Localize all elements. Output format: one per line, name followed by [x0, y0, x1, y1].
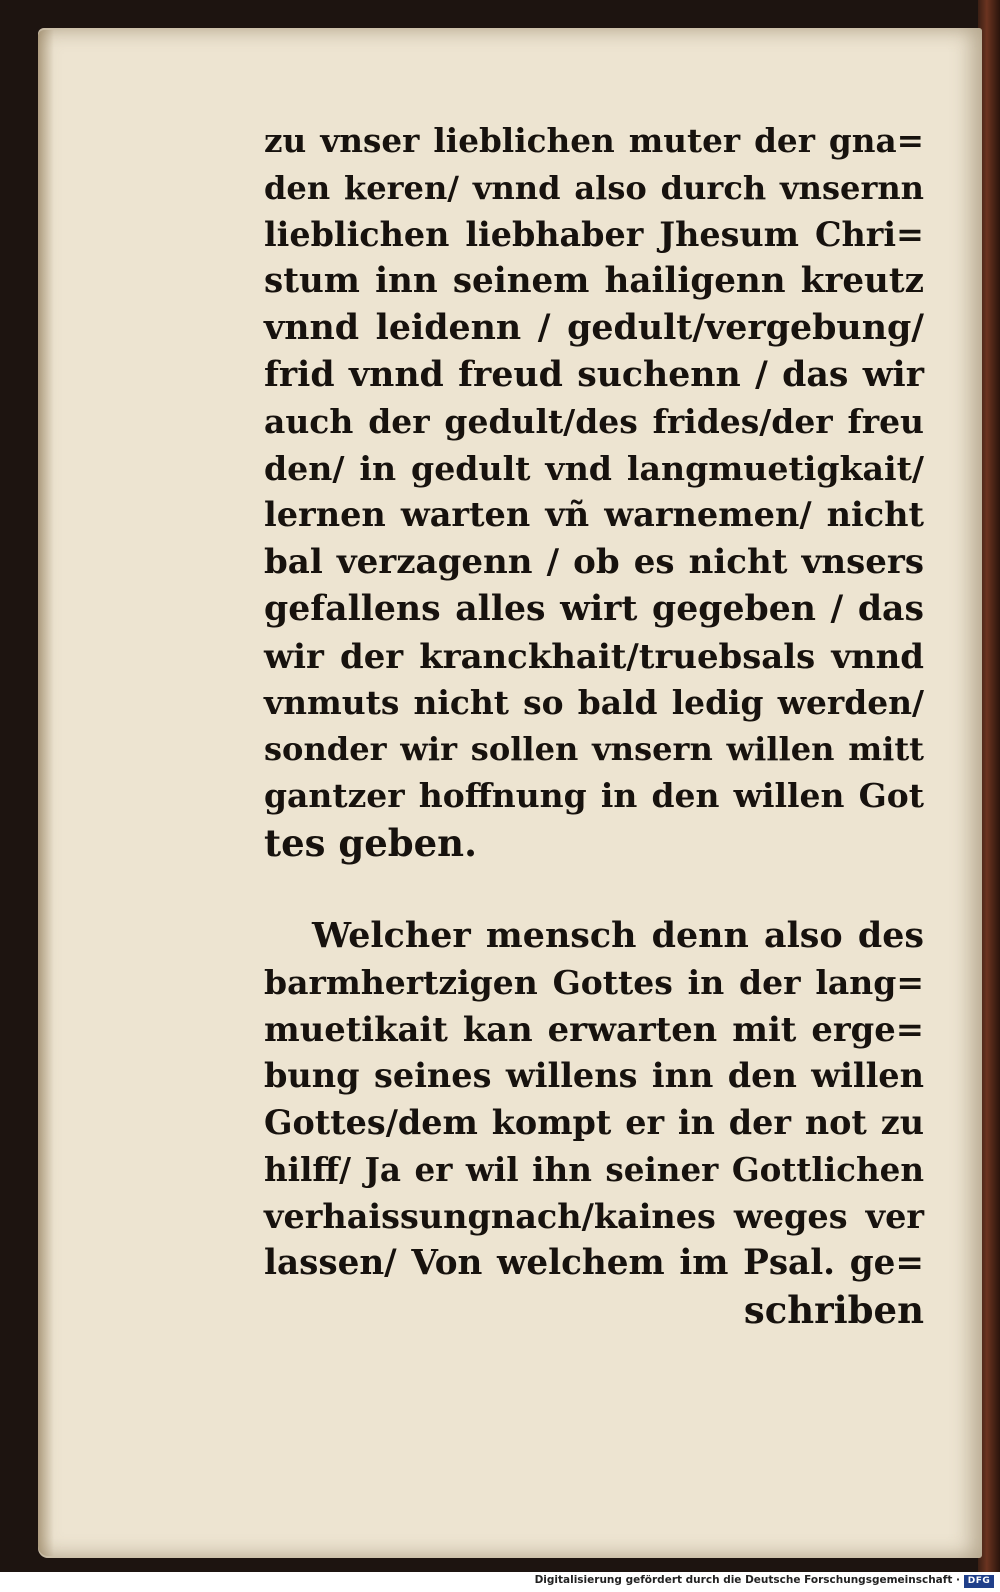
- text-line: bal verzagenn / ob es nicht vnsers: [264, 542, 924, 583]
- text-line: barmhertzigen Gottes in der lang=: [264, 962, 924, 1002]
- text-line: tes geben.: [264, 820, 477, 865]
- text-line: lassen/ Von welchem im Psal. ge=: [264, 1243, 924, 1284]
- text-line: gefallens alles wirt gegeben / das: [264, 587, 924, 629]
- text-line: wir der kranckhait/truebsals vnnd: [264, 635, 924, 676]
- text-line: frid vnnd freud suchenn / das wir: [264, 353, 924, 395]
- text-line: vnnd leidenn / gedult/vergebung/: [264, 307, 924, 349]
- text-line: hilff/ Ja er wil ihn seiner Gottlichen: [264, 1149, 924, 1189]
- dfg-logo: DFG: [964, 1575, 994, 1588]
- text-line: muetikait kan erwarten mit erge=: [264, 1009, 924, 1050]
- text-line: sonder wir sollen vnsern willen mitt: [264, 730, 924, 769]
- text-line: vnmuts nicht so bald ledig werden/: [264, 682, 924, 722]
- text-line: verhaissungnach/kaines weges ver: [264, 1196, 924, 1236]
- footer-credit: Digitalisierung gefördert durch die Deutsche Forschungsgemeinschaft ·: [534, 1574, 960, 1586]
- page-text: [264, 118, 924, 1334]
- text-line: den keren/ vnnd also durch vnsernn: [264, 168, 924, 207]
- page-gutter-shade: [38, 30, 54, 1556]
- text-line: den/ in gedult vnd langmuetigkait/: [264, 448, 924, 488]
- catchword: schriben: [743, 1288, 924, 1333]
- text-line: Gottes/dem kompt er in der not zu: [264, 1102, 924, 1142]
- text-line: zu vnser lieblichen muter der gna=: [264, 121, 924, 160]
- text-line: lernen warten vñ warnemen/ nicht: [264, 495, 924, 535]
- paragraph-gap: [264, 867, 924, 913]
- text-line: stum inn seinem hailigenn kreutz: [264, 261, 924, 302]
- text-line: gantzer hoffnung in den willen Got: [264, 776, 924, 816]
- text-line: bung seines willens inn den willen: [264, 1056, 924, 1096]
- text-line: lieblichen liebhaber Jhesum Chri=: [264, 214, 924, 254]
- text-line: auch der gedult/des frides/der freu: [264, 401, 924, 441]
- text-line: Welcher mensch denn also des: [312, 914, 924, 956]
